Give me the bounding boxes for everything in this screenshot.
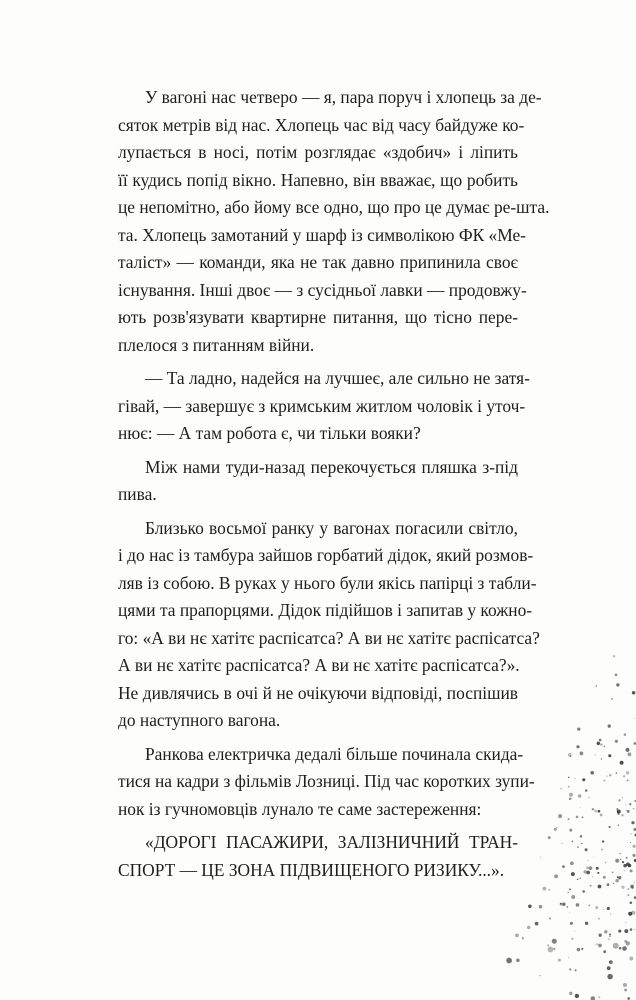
ink-speck (580, 878, 581, 879)
text-line: Ранкова електричка дедалі більше починала скида- (145, 743, 524, 764)
ink-speck (539, 975, 540, 976)
ink-speck (596, 867, 599, 870)
ink-speck (600, 814, 603, 817)
ink-speck (603, 950, 606, 953)
ink-speck (599, 934, 602, 937)
ink-speck (581, 948, 583, 950)
ink-speck (618, 825, 619, 826)
ink-speck (615, 740, 618, 743)
ink-speck (628, 864, 631, 867)
text-line: пива. (118, 484, 157, 504)
text-line: та. Хлопець замотаний у шарф із символікою ФК «Ме- (118, 224, 526, 245)
ink-speck (601, 758, 602, 759)
ink-speck (595, 906, 598, 909)
ink-speck (597, 943, 598, 944)
ink-speck (540, 857, 541, 858)
text-line: нок із гучномовців лунало те саме застереження: (118, 798, 482, 819)
ink-speck (633, 854, 636, 857)
ink-speck (603, 876, 606, 879)
ink-speck (588, 905, 590, 907)
ink-speck (615, 859, 619, 863)
ink-speck (576, 996, 577, 997)
ink-speck (620, 853, 621, 854)
ink-speck (602, 840, 604, 842)
ink-speck (599, 739, 602, 742)
ink-speck (620, 761, 624, 765)
ink-speck (552, 939, 557, 944)
ink-speck (577, 846, 579, 848)
ink-speck (631, 821, 634, 824)
ink-speck (590, 885, 592, 887)
text-line: Близько восьмої ранку у вагонах погасили світло, (145, 517, 518, 538)
ink-speck (556, 827, 557, 828)
ink-speck (562, 843, 563, 844)
ink-speck (617, 876, 619, 878)
ink-speck (610, 914, 611, 915)
ink-speck (572, 841, 574, 843)
paragraph (118, 741, 535, 824)
text-line: сяток метрів від нас. Хлопець час від часу байдуже ко- (118, 114, 525, 135)
ink-speck (571, 895, 575, 899)
ink-speck (631, 911, 635, 915)
ink-speck (624, 733, 627, 736)
ink-speck (576, 745, 579, 748)
text-line: і до нас із тамбура зайшов горбатий дідок, який розмов- (118, 545, 534, 565)
ink-speck (630, 928, 633, 931)
ink-speck (622, 886, 625, 889)
ink-speck (617, 810, 621, 814)
text-line: ляв із собою. В руках у нього були якісь папірці з табли- (118, 572, 537, 593)
ink-speck (570, 922, 573, 925)
ink-speck (539, 905, 543, 909)
ink-speck (577, 948, 580, 951)
ink-speck (627, 997, 630, 1000)
ink-speck (633, 845, 636, 848)
paragraph (118, 515, 540, 735)
ink-speck (628, 912, 632, 916)
ink-speck (629, 803, 631, 805)
ink-speck (625, 810, 627, 812)
ink-speck (609, 933, 611, 935)
ink-speck (562, 902, 565, 905)
text-line: го: «А ви нє хатітє распісатса? А ви нє хатітє распісатса? (118, 627, 540, 648)
ink-speck (608, 754, 611, 757)
ink-speck (595, 943, 596, 944)
ink-speck (588, 797, 589, 798)
ink-speck (609, 960, 613, 964)
ink-speck (574, 931, 575, 932)
text-line: гівай, — завершує з кримським житлом чоловік і уточ- (118, 395, 526, 416)
ink-speck (592, 808, 594, 810)
ink-speck (597, 742, 600, 745)
ink-speck (568, 786, 570, 788)
ink-speck (622, 886, 623, 887)
ink-speck (612, 872, 614, 874)
text-line: СПОРТ — ЦЕ ЗОНА ПІДВИЩЕНОГО РИЗИКУ...». (118, 859, 505, 880)
ink-speck (591, 996, 596, 1000)
ink-speck (626, 804, 627, 805)
ink-speck (622, 946, 627, 951)
text-line: її кудись попід вікно. Напевно, він вважає, що робить (118, 169, 518, 190)
ink-speck (613, 943, 619, 949)
ink-speck (568, 892, 569, 893)
ink-speck (608, 724, 611, 727)
text-line: тися на кадри з фільмів Лозниці. Під час коротких зупи- (118, 771, 535, 791)
ink-speck (631, 834, 632, 835)
text-line: плелося з питанням війни. (118, 334, 315, 355)
ink-speck (634, 882, 635, 883)
ink-speck (569, 797, 572, 800)
ink-speck (577, 727, 580, 730)
text-line: таліст» — команди, яка не так давно припинила своє (118, 252, 518, 272)
ink-speck (582, 778, 585, 781)
text-line: «ДОРОГІ ПАСАЖИРИ, ЗАЛІЗНИЧНИЙ ТРАН- (145, 832, 518, 852)
ink-speck (522, 937, 524, 939)
ink-speck (627, 779, 629, 781)
ink-speck (618, 930, 621, 933)
ink-speck (633, 718, 634, 719)
ink-speck (629, 901, 632, 904)
ink-speck (570, 861, 574, 865)
ink-speck (619, 947, 622, 950)
ink-speck (587, 860, 588, 861)
ink-speck (607, 907, 610, 910)
ink-speck (624, 940, 627, 943)
ink-speck (598, 996, 600, 998)
ink-speck (590, 771, 594, 775)
ink-speck (604, 746, 605, 747)
ink-speck (627, 752, 631, 756)
text-line: до наступного вагона. (118, 710, 281, 730)
ink-speck (622, 861, 624, 863)
ink-speck (569, 888, 571, 890)
ink-speck (604, 930, 607, 933)
ink-speck (553, 948, 555, 950)
paragraph (118, 829, 518, 884)
ink-speck (547, 944, 549, 946)
paragraph (118, 365, 530, 448)
ink-speck (586, 866, 589, 869)
ink-speck (607, 883, 610, 886)
ink-speck (580, 752, 584, 756)
ink-speck (632, 691, 636, 695)
ink-speck (527, 926, 531, 930)
ink-speck (615, 879, 618, 882)
ink-speck (554, 874, 558, 878)
ink-speck (585, 922, 588, 925)
ink-speck (627, 894, 629, 896)
ink-speck (562, 865, 565, 868)
text-line: існування. Інші двоє — з сусідньої лавки — продовжу- (118, 279, 527, 300)
ink-speck (558, 959, 561, 962)
ink-speck (543, 887, 547, 891)
text-line: У вагоні нас четверо — я, пара поруч і хлопець за де- (145, 87, 542, 107)
ink-speck (516, 958, 520, 962)
ink-speck (569, 793, 573, 797)
ink-speck (609, 826, 611, 828)
ink-speck (623, 775, 625, 777)
ink-speck (595, 754, 596, 755)
ink-speck (593, 856, 594, 857)
ink-speck (558, 814, 562, 818)
ink-speck (568, 777, 570, 779)
ink-speck (611, 698, 613, 700)
ink-speck (570, 755, 571, 756)
ink-speck (581, 843, 582, 844)
ink-speck (506, 958, 512, 964)
ink-speck (589, 866, 593, 870)
ink-speck (618, 876, 621, 879)
ink-speck (549, 917, 551, 919)
ink-speck (560, 788, 562, 790)
ink-speck (576, 816, 579, 819)
ink-speck (634, 856, 635, 857)
ink-speck (613, 655, 615, 657)
ink-speck (634, 929, 635, 930)
ink-speck (624, 929, 628, 933)
ink-speck (528, 904, 532, 908)
ink-speck (548, 947, 554, 953)
ink-speck (560, 903, 562, 905)
ink-speck (613, 883, 614, 884)
ink-speck (629, 957, 633, 961)
ink-speck (569, 912, 570, 913)
ink-speck (630, 869, 633, 872)
ink-speck (607, 776, 608, 777)
ink-speck (584, 870, 587, 873)
ink-speck (569, 829, 572, 832)
ink-speck (626, 748, 630, 752)
ink-speck (626, 857, 628, 859)
ink-speck (575, 969, 577, 971)
ink-speck (633, 808, 635, 810)
ink-speck (616, 683, 619, 686)
ink-speck (600, 743, 602, 745)
ink-speck (576, 903, 580, 907)
ink-speck (592, 876, 593, 877)
ink-speck (598, 810, 601, 813)
ink-speck (598, 885, 602, 889)
ink-speck (626, 771, 629, 774)
ink-speck (582, 816, 584, 818)
ink-speck (567, 906, 568, 907)
ink-speck (620, 859, 621, 860)
ink-speck (605, 862, 607, 864)
ink-speck (568, 957, 569, 958)
text-line: Не дивлячись в очі й не очікуючи відповіді, поспішив (118, 682, 518, 703)
ink-speck (577, 878, 579, 880)
ink-speck (535, 922, 539, 926)
body-text (118, 84, 550, 890)
text-line: Між нами туди-назад перекочується пляшка з-під (145, 456, 518, 477)
ink-speck (624, 989, 627, 992)
ink-speck (585, 848, 588, 851)
text-line: ють розв'язувати квартирне питання, що тісно пере- (118, 307, 518, 327)
ink-speck (627, 888, 629, 890)
ink-speck (623, 983, 627, 987)
ink-speck (625, 922, 626, 923)
ink-speck (569, 992, 572, 995)
text-line: цями та прапорцями. Дідок підійшов і запитав у кожно- (118, 600, 533, 620)
ink-speck (627, 780, 628, 781)
ink-speck (607, 966, 611, 970)
ink-speck (571, 938, 573, 940)
ink-speck (568, 818, 570, 820)
ink-speck (622, 797, 623, 798)
ink-speck (630, 885, 634, 889)
ink-speck (580, 807, 581, 808)
ink-speck (574, 778, 575, 779)
ink-speck (549, 889, 550, 890)
ink-speck (621, 814, 623, 816)
ink-speck (627, 810, 630, 813)
ink-speck (615, 674, 618, 677)
ink-speck (626, 862, 630, 866)
ink-speck (609, 774, 611, 776)
ink-speck (560, 903, 563, 906)
ink-speck (624, 870, 626, 872)
paragraph (118, 84, 550, 359)
ink-speck (623, 864, 627, 868)
text-line: це непомітно, або йому все одно, що про це думає ре-шта. (118, 197, 550, 217)
ink-speck (603, 909, 604, 910)
ink-speck (626, 941, 630, 945)
ink-speck (575, 994, 579, 998)
paragraph (118, 454, 518, 509)
ink-speck (607, 974, 613, 980)
ink-speck (582, 890, 585, 893)
ink-speck (609, 936, 611, 938)
ink-speck (515, 934, 519, 938)
text-line: А ви нє хатітє распісатса? А ви нє хатітє распісатса?». (118, 655, 520, 675)
ink-speck (608, 938, 610, 940)
ink-speck (548, 836, 551, 839)
ink-speck (585, 789, 587, 791)
ink-speck (595, 685, 597, 687)
ink-speck (586, 871, 590, 875)
ink-speck (618, 799, 620, 801)
ink-speck (632, 887, 634, 889)
ink-speck (617, 813, 619, 815)
ink-speck (630, 842, 631, 843)
ink-speck (569, 968, 571, 970)
ink-speck (571, 872, 575, 876)
ink-speck (594, 810, 597, 813)
ink-speck (598, 918, 600, 920)
ink-speck (616, 808, 618, 810)
ink-speck (598, 944, 602, 948)
ink-speck (554, 828, 557, 831)
ink-speck (578, 794, 582, 798)
ink-speck (616, 772, 618, 774)
ink-speck (597, 872, 599, 874)
text-line: — Та ладно, надейся на лучшеє, але сильно не затя- (145, 368, 530, 388)
text-line: лупається в носі, потім розглядає «здобич» і ліпить (118, 142, 518, 162)
ink-speck (603, 780, 605, 782)
ink-speck (580, 835, 582, 837)
ink-speck (568, 753, 572, 757)
ink-speck (601, 849, 603, 851)
text-line: нює: — А там робота є, чи тільки вояки? (118, 423, 421, 443)
ink-speck (626, 771, 627, 772)
